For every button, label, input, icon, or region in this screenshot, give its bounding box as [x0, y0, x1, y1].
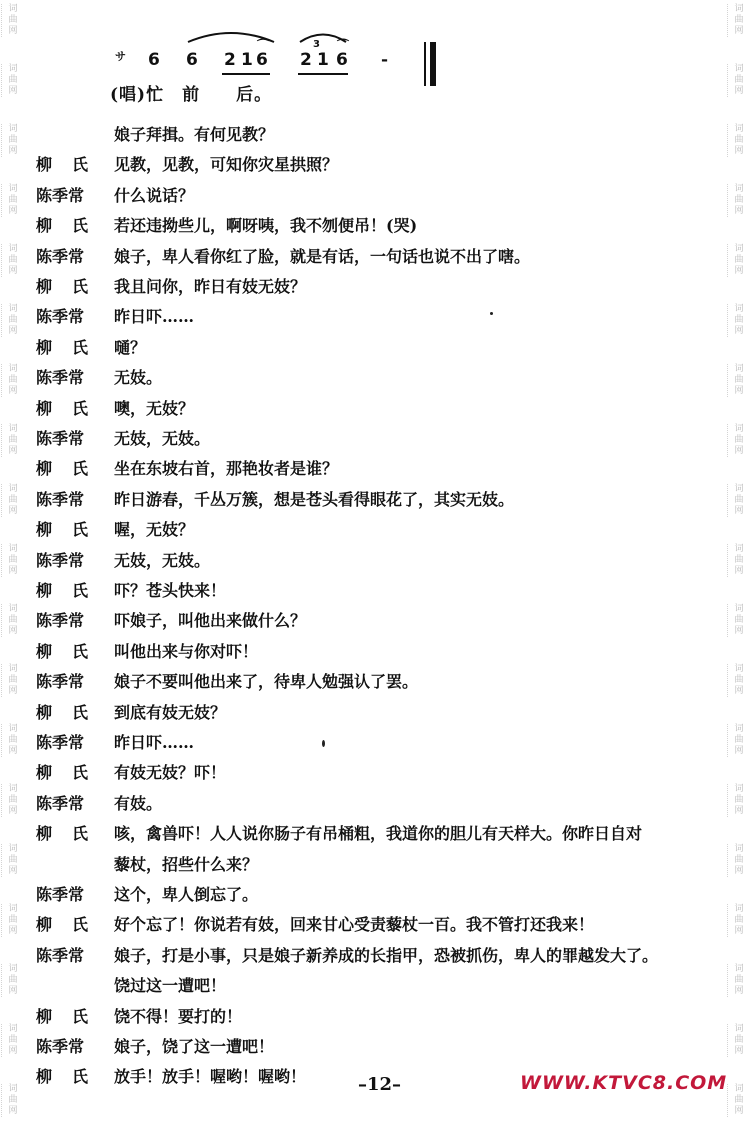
dialogue-line — [0, 274, 724, 302]
watermark-char: 词 — [734, 964, 744, 974]
watermark-char: 网 — [734, 566, 744, 576]
dialogue-line — [0, 882, 724, 910]
speaker-name: 柳氏 — [36, 824, 109, 844]
speaker-name: 陈季常 — [36, 246, 85, 266]
watermark-char: 曲 — [734, 1035, 744, 1045]
watermark-char: 网 — [734, 206, 744, 216]
dialogue-text: 好个忘了！你说若有妓，回来甘心受责藜杖一百。我不管打还我来！ — [114, 915, 595, 935]
dialogue-line — [0, 700, 724, 728]
watermark-char: 网 — [8, 686, 18, 696]
watermark-char: 网 — [8, 266, 18, 276]
watermark-char: 词 — [8, 424, 18, 434]
margin-watermark-block — [727, 424, 750, 457]
dialogue-text: 放手！放手！喔哟！喔哟！ — [114, 1067, 307, 1087]
watermark-char: 网 — [734, 1046, 744, 1056]
margin-watermark-block — [727, 484, 750, 517]
watermark-char: 曲 — [734, 15, 744, 25]
speaker-name: 柳氏 — [36, 1067, 109, 1087]
dialogue-text: 我且问你，昨日有妓无妓？ — [114, 277, 307, 296]
watermark-char: 词 — [8, 304, 18, 314]
speaker-name: 柳氏 — [36, 915, 109, 935]
margin-watermark-block — [727, 1024, 750, 1057]
watermark-char: 词 — [734, 424, 744, 434]
watermark-char: 词 — [8, 4, 18, 14]
watermark-char: 网 — [8, 86, 18, 96]
watermark-char: 词 — [8, 124, 18, 134]
dialogue-line — [0, 791, 724, 819]
speaker-name: 陈季常 — [36, 1037, 85, 1056]
watermark-char: 网 — [8, 806, 18, 816]
watermark-char: 网 — [8, 986, 18, 996]
watermark-char: 词 — [8, 244, 18, 254]
dialogue-text: 什么说话？ — [114, 185, 195, 205]
watermark-char: 词 — [8, 664, 18, 674]
watermark-char: 网 — [734, 386, 744, 396]
watermark-char: 词 — [8, 64, 18, 74]
speaker-name: 柳氏 — [36, 520, 109, 540]
dialogue-text: 这个，卑人倒忘了。 — [114, 885, 259, 904]
speaker-name: 陈季常 — [36, 733, 85, 752]
speaker-name: 柳氏 — [36, 155, 109, 175]
watermark-char: 曲 — [8, 75, 18, 85]
lyric-line: (唱)忙 前 后。 — [110, 85, 273, 105]
dialogue-line — [0, 396, 724, 424]
speaker-name: 柳氏 — [36, 702, 109, 722]
watermark-char: 网 — [734, 1106, 744, 1116]
dialogue-text: 娘子拜揖。有何见教？ — [114, 125, 275, 144]
dialogue-text: 吓？苍头快来！ — [114, 581, 227, 600]
note-dash: - — [381, 50, 389, 70]
note: 1 — [241, 50, 253, 70]
watermark-char: 曲 — [734, 675, 744, 685]
watermark-char: 词 — [734, 484, 744, 494]
watermark-char: 曲 — [8, 735, 18, 745]
page-number: –12– — [358, 1074, 402, 1095]
dialogue-line — [0, 213, 724, 241]
dialogue-text: 昨日吓…… — [114, 733, 195, 752]
watermark-char: 曲 — [8, 675, 18, 685]
watermark-char: 网 — [734, 26, 744, 36]
watermark-char: 词 — [734, 604, 744, 614]
watermark-char: 曲 — [8, 555, 18, 565]
speaker-name: 柳氏 — [36, 277, 109, 296]
watermark-char: 网 — [734, 746, 744, 756]
note: 6 — [336, 50, 348, 70]
watermark-char: 词 — [8, 904, 18, 914]
watermark-char: 曲 — [8, 375, 18, 385]
dialogue-text: 到底有妓无妓？ — [114, 702, 227, 722]
watermark-char: 词 — [8, 484, 18, 494]
speaker-name: 陈季常 — [36, 793, 85, 813]
watermark-char: 网 — [734, 806, 744, 816]
watermark-char: 词 — [8, 844, 18, 854]
watermark-char: 曲 — [734, 375, 744, 385]
watermark-char: 曲 — [8, 315, 18, 325]
watermark-char: 词 — [8, 784, 18, 794]
dialogue-line — [0, 426, 724, 454]
note: 2 — [224, 50, 236, 70]
speaker-name: 陈季常 — [36, 429, 85, 448]
dialogue-text: 无妓。 — [114, 368, 163, 388]
watermark-char: 词 — [734, 4, 744, 14]
note: 6 — [148, 50, 160, 70]
speaker-name: 陈季常 — [36, 368, 85, 388]
margin-watermark-block — [727, 724, 750, 757]
dialogue-line — [0, 183, 724, 211]
dialogue-text: 娘子，饶了这一遭吧！ — [114, 1037, 275, 1056]
dialogue-line — [0, 852, 724, 880]
margin-watermark-block — [1, 64, 24, 97]
watermark-char: 曲 — [734, 135, 744, 145]
barline — [424, 42, 426, 86]
speaker-name: 陈季常 — [36, 945, 85, 965]
site-watermark: WWW.KTVC8.COM — [520, 1072, 728, 1094]
dialogue-text: 叫他出来与你对吓！ — [114, 641, 259, 661]
margin-watermark-block — [727, 4, 750, 37]
speaker-name: 陈季常 — [36, 885, 85, 904]
watermark-char: 曲 — [8, 855, 18, 865]
watermark-char: 网 — [8, 146, 18, 156]
margin-watermark-block — [727, 304, 750, 337]
watermark-char: 词 — [734, 364, 744, 374]
dialogue-line — [0, 517, 724, 545]
dialogue-text: 饶过这一遭吧！ — [114, 976, 227, 996]
watermark-char: 网 — [8, 326, 18, 336]
watermark-char: 曲 — [734, 855, 744, 865]
watermark-char: 曲 — [8, 135, 18, 145]
dialogue-text: 娘子，打是小事，只是娘子新养成的长指甲，恐被抓伤，卑人的罪越发大了。 — [114, 945, 659, 965]
note: 6 — [186, 50, 198, 70]
watermark-char: 网 — [8, 206, 18, 216]
watermark-char: 词 — [734, 304, 744, 314]
watermark-char: 词 — [8, 364, 18, 374]
watermark-char: 词 — [734, 1024, 744, 1034]
dialogue-line — [0, 669, 724, 697]
watermark-char: 曲 — [8, 1035, 18, 1045]
watermark-char: 曲 — [8, 435, 18, 445]
watermark-char: 网 — [8, 386, 18, 396]
speaker-name: 柳氏 — [36, 398, 109, 418]
dialogue-line — [0, 304, 724, 332]
watermark-char: 词 — [8, 604, 18, 614]
watermark-char: 网 — [8, 1106, 18, 1116]
speaker-name: 柳氏 — [36, 581, 109, 600]
note: 1 — [317, 50, 329, 70]
watermark-char: 网 — [734, 686, 744, 696]
dialogue-line — [0, 912, 724, 940]
grace-note: 3 — [313, 39, 320, 50]
watermark-char: 曲 — [734, 495, 744, 505]
dialogue-text: 嗵？ — [114, 337, 147, 357]
dialogue-line — [0, 1034, 724, 1062]
dialogue-line — [0, 973, 724, 1001]
watermark-char: 词 — [8, 724, 18, 734]
watermark-char: 网 — [734, 146, 744, 156]
fermata-mark: ⌒ — [257, 38, 270, 52]
watermark-char: 词 — [8, 1084, 18, 1094]
margin-watermark-block — [727, 844, 750, 877]
speaker-name: 柳氏 — [36, 1006, 109, 1026]
note: 2 — [300, 50, 312, 70]
dialogue-text: 咳，禽兽吓！人人说你肠子有吊桶粗，我道你的胆儿有天样大。你昨日自对 — [114, 824, 643, 844]
dialogue-line — [0, 608, 724, 636]
dialogue-text: 无妓，无妓。 — [114, 550, 211, 570]
watermark-char: 网 — [8, 746, 18, 756]
dialogue-text: 有妓无妓？吓！ — [114, 763, 227, 783]
speaker-name: 柳氏 — [36, 459, 109, 479]
watermark-char: 词 — [734, 844, 744, 854]
watermark-char: 网 — [8, 1046, 18, 1056]
slur-arc — [298, 30, 348, 44]
right-margin-watermark — [726, 0, 750, 1121]
dialogue-line — [0, 487, 724, 515]
dialogue-text: 有妓。 — [114, 793, 163, 813]
dialogue-text: 喔，无妓？ — [114, 520, 195, 540]
margin-watermark-block — [727, 604, 750, 637]
margin-watermark-block — [727, 664, 750, 697]
dialogue-text: 昨日吓…… — [114, 307, 195, 327]
watermark-char: 曲 — [8, 795, 18, 805]
speaker-name: 陈季常 — [36, 489, 85, 509]
watermark-char: 曲 — [734, 195, 744, 205]
dialogue-text: 娘子不要叫他出来了，待卑人勉强认了罢。 — [114, 672, 419, 692]
dialogue-line — [0, 943, 724, 971]
speaker-name: 陈季常 — [36, 550, 85, 570]
watermark-char: 曲 — [8, 15, 18, 25]
margin-watermark-block — [1, 4, 24, 37]
tempo-mark: サ — [115, 50, 126, 63]
scan-speck — [490, 312, 493, 315]
watermark-char: 网 — [734, 926, 744, 936]
watermark-char: 词 — [734, 784, 744, 794]
watermark-char: 曲 — [734, 975, 744, 985]
watermark-char: 词 — [734, 64, 744, 74]
watermark-char: 网 — [734, 326, 744, 336]
watermark-char: 曲 — [8, 915, 18, 925]
speaker-name: 陈季常 — [36, 185, 85, 205]
speaker-name: 柳氏 — [36, 337, 109, 357]
watermark-char: 词 — [734, 1084, 744, 1094]
beam-underline — [222, 73, 270, 75]
watermark-char: 曲 — [734, 255, 744, 265]
watermark-char: 曲 — [8, 495, 18, 505]
watermark-char: 网 — [8, 446, 18, 456]
dialogue-line — [0, 335, 724, 363]
watermark-char: 曲 — [8, 1095, 18, 1105]
watermark-char: 曲 — [734, 915, 744, 925]
watermark-char: 词 — [8, 544, 18, 554]
watermark-char: 曲 — [734, 315, 744, 325]
watermark-char: 网 — [8, 506, 18, 516]
watermark-char: 词 — [734, 904, 744, 914]
margin-watermark-block — [727, 184, 750, 217]
beam-underline — [298, 73, 348, 75]
watermark-char: 网 — [8, 866, 18, 876]
watermark-char: 词 — [734, 544, 744, 554]
watermark-char: 曲 — [8, 975, 18, 985]
watermark-char: 网 — [734, 266, 744, 276]
dialogue-text: 噢，无妓？ — [114, 398, 195, 418]
watermark-char: 网 — [734, 86, 744, 96]
margin-watermark-block — [727, 124, 750, 157]
final-barline — [430, 42, 436, 86]
margin-watermark-block — [727, 64, 750, 97]
watermark-char: 曲 — [734, 1095, 744, 1105]
watermark-char: 曲 — [734, 795, 744, 805]
dialogue-line — [0, 760, 724, 788]
watermark-char: 词 — [734, 184, 744, 194]
watermark-char: 曲 — [734, 435, 744, 445]
dialogue-text: 吓娘子，叫他出来做什么？ — [114, 611, 307, 631]
speaker-name: 陈季常 — [36, 307, 85, 327]
watermark-char: 曲 — [734, 75, 744, 85]
margin-watermark-block — [727, 784, 750, 817]
dialogue-line — [0, 730, 724, 758]
dialogue-line — [0, 122, 724, 150]
margin-watermark-block — [727, 544, 750, 577]
dialogue-line — [0, 639, 724, 667]
speaker-name: 柳氏 — [36, 216, 109, 236]
margin-watermark-block — [727, 364, 750, 397]
watermark-char: 词 — [8, 184, 18, 194]
dialogue-line — [0, 821, 724, 849]
watermark-char: 网 — [734, 446, 744, 456]
fermata-mark: ⌒ — [337, 38, 350, 52]
watermark-char: 网 — [8, 566, 18, 576]
speaker-name: 柳氏 — [36, 641, 109, 661]
dialogue-text: 坐在东坡右首，那艳妆者是谁？ — [114, 459, 339, 479]
dialogue-text: 藜杖，招些什么来？ — [114, 854, 259, 874]
watermark-char: 词 — [734, 244, 744, 254]
slur-arc — [186, 28, 276, 44]
margin-watermark-block — [727, 1084, 750, 1117]
dialogue-text: 娘子，卑人看你红了脸，就是有话，一句话也说不出了嗐。 — [114, 246, 531, 266]
watermark-char: 网 — [734, 506, 744, 516]
note: 6 — [256, 50, 268, 70]
watermark-char: 网 — [734, 986, 744, 996]
watermark-char: 词 — [8, 964, 18, 974]
dialogue-line — [0, 578, 724, 606]
watermark-char: 词 — [8, 1024, 18, 1034]
speaker-name: 陈季常 — [36, 672, 85, 692]
watermark-char: 网 — [734, 626, 744, 636]
watermark-char: 曲 — [8, 195, 18, 205]
watermark-char: 曲 — [734, 555, 744, 565]
watermark-char: 曲 — [8, 255, 18, 265]
watermark-char: 网 — [8, 926, 18, 936]
watermark-char: 曲 — [8, 615, 18, 625]
speaker-name: 柳氏 — [36, 763, 109, 783]
watermark-char: 曲 — [734, 735, 744, 745]
watermark-char: 曲 — [734, 615, 744, 625]
watermark-char: 网 — [8, 26, 18, 36]
watermark-char: 网 — [8, 626, 18, 636]
scan-speck — [322, 740, 325, 747]
margin-watermark-block — [727, 244, 750, 277]
watermark-char: 词 — [734, 124, 744, 134]
dialogue-line — [0, 152, 724, 180]
dialogue-line — [0, 1004, 724, 1032]
watermark-char: 词 — [734, 724, 744, 734]
dialogue-text: 无妓，无妓。 — [114, 429, 211, 448]
watermark-char: 词 — [734, 664, 744, 674]
dialogue-text: 饶不得！要打的！ — [114, 1006, 243, 1026]
margin-watermark-block — [727, 964, 750, 997]
margin-watermark-block — [727, 904, 750, 937]
dialogue-text: 若还违拗些儿，啊呀咦，我不刎便吊！(哭) — [114, 216, 418, 236]
watermark-char: 网 — [734, 866, 744, 876]
dialogue-text: 见教，见教，可知你灾星拱照？ — [114, 155, 339, 175]
dialogue-text: 昨日游春，千丛万簇，想是苍头看得眼花了，其实无妓。 — [114, 489, 515, 509]
dialogue-line — [0, 365, 724, 393]
speaker-name: 陈季常 — [36, 611, 85, 631]
dialogue-line — [0, 456, 724, 484]
dialogue-line — [0, 548, 724, 576]
dialogue-line — [0, 244, 724, 272]
